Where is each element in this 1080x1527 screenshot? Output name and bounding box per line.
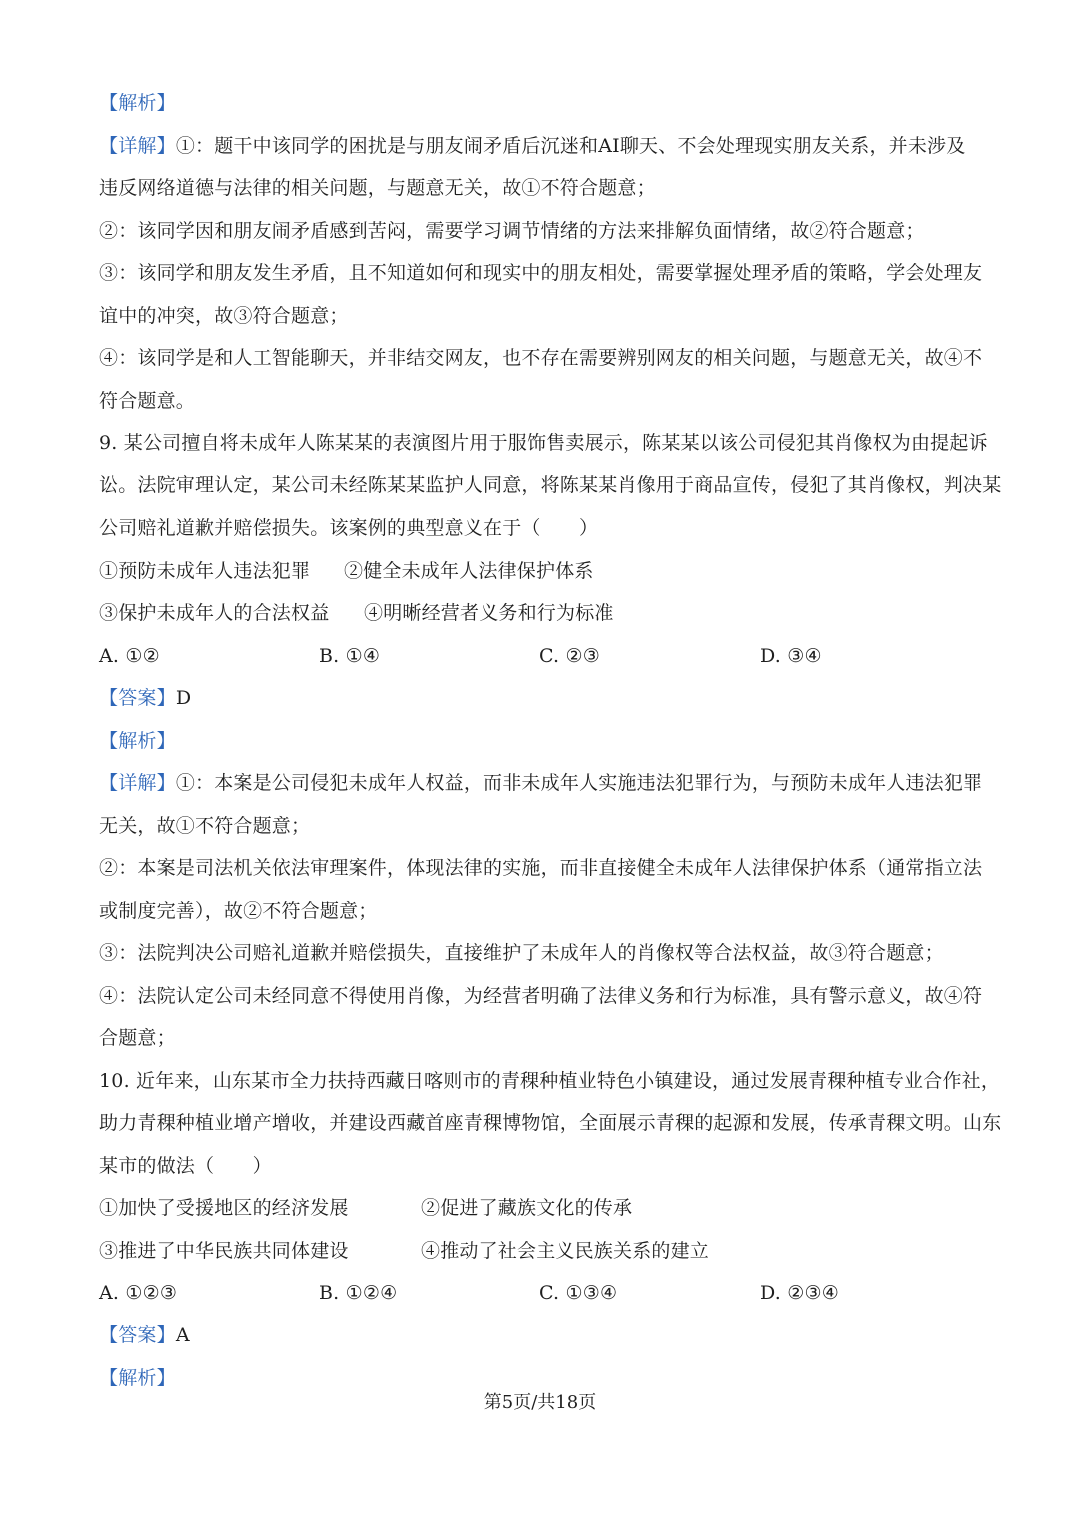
choice-c: C. ①③④: [539, 1282, 618, 1304]
detail-line: ④：法院认定公司未经同意不得使用肖像，为经营者明确了法律义务和行为标准，具有警示意义，故④符: [99, 985, 983, 1007]
answer-value: A: [175, 1324, 190, 1346]
statement-item: ①预防未成年人违法犯罪: [99, 560, 311, 582]
statement-item: ①加快了受援地区的经济发展: [99, 1197, 349, 1219]
choice-d: D. ②③④: [760, 1282, 839, 1304]
detail-line: ②：该同学因和朋友闹矛盾感到苦闷，需要学习调节情绪的方法来排解负面情绪，故②符合题意；: [99, 220, 925, 242]
detail-line: ②：本案是司法机关依法审理案件，体现法律的实施，而非直接健全未成年人法律保护体系（通常指立法: [99, 857, 983, 879]
question-9-line: 讼。法院审理认定，某公司未经陈某某监护人同意，将陈某某肖像用于商品宣传，侵犯了其肖像权，判决某: [99, 474, 1002, 496]
choice-b: B. ①②④: [319, 1282, 398, 1304]
detail-line: 或制度完善），故②不符合题意；: [99, 900, 378, 922]
analysis-heading: 【解析】: [99, 730, 176, 752]
answer-tag: 【答案】: [99, 1324, 176, 1346]
analysis-heading: 【解析】: [99, 1367, 176, 1389]
detail-tag: 【详解】: [99, 135, 176, 157]
detail-line: 合题意；: [99, 1027, 176, 1049]
question-9-line: 公司赔礼道歉并赔偿损失。该案例的典型意义在于（ ）: [99, 517, 599, 539]
statement-item: ④推动了社会主义民族关系的建立: [421, 1240, 710, 1262]
statement-item: ③保护未成年人的合法权益: [99, 602, 330, 624]
question-9-line: 9. 某公司擅自将未成年人陈某某的表演图片用于服饰售卖展示，陈某某以该公司侵犯其肖像权为由提起诉: [99, 432, 988, 454]
detail-line: ③：该同学和朋友发生矛盾，且不知道如何和现实中的朋友相处，需要掌握处理矛盾的策略，学会处理友: [99, 262, 983, 284]
detail-line: ③：法院判决公司赔礼道歉并赔偿损失，直接维护了未成年人的肖像权等合法权益，故③符合题意；: [99, 942, 944, 964]
answer-line: [99, 685, 989, 711]
detail-tag: 【详解】: [99, 772, 176, 794]
answer-tag: 【答案】: [99, 687, 176, 709]
question-10-line: 某市的做法（ ）: [99, 1155, 272, 1177]
question-10-line: 助力青稞种植业增产增收，并建设西藏首座青稞博物馆，全面展示青稞的起源和发展，传承青稞文明。山东: [99, 1112, 1002, 1134]
detail-line: 谊中的冲突，故③符合题意；: [99, 305, 349, 327]
statement-item: ③推进了中华民族共同体建设: [99, 1240, 349, 1262]
choice-d: D. ③④: [760, 645, 822, 667]
statement-item: ②健全未成年人法律保护体系: [344, 560, 594, 582]
detail-line: 【详解】①：题干中该同学的困扰是与朋友闹矛盾后沉迷和AI聊天、不会处理现实朋友关系，并未涉及: [99, 135, 966, 157]
detail-line: ④：该同学是和人工智能聊天，并非结交网友，也不存在需要辨别网友的相关问题，与题意无关，故④不: [99, 347, 983, 369]
page-number-footer: 第5页/共18页: [483, 1392, 597, 1413]
choice-c: C. ②③: [539, 645, 601, 667]
detail-line: 无关，故①不符合题意；: [99, 815, 311, 837]
statement-item: ④明晰经营者义务和行为标准: [364, 602, 614, 624]
detail-line: 【详解】①：本案是公司侵犯未成年人权益，而非未成年人实施违法犯罪行为，与预防未成年人违法犯罪: [99, 772, 983, 794]
choice-a: A. ①②③: [99, 1282, 178, 1304]
analysis-heading: 【解析】: [99, 92, 176, 114]
detail-line: 违反网络道德与法律的相关问题，与题意无关，故①不符合题意；: [99, 177, 656, 199]
choice-b: B. ①④: [319, 645, 381, 667]
detail-line: 符合题意。: [99, 390, 196, 412]
answer-value: D: [175, 687, 192, 709]
answer-line: [99, 1322, 989, 1348]
statement-item: ②促进了藏族文化的传承: [421, 1197, 633, 1219]
choice-a: A. ①②: [99, 645, 160, 667]
question-10-line: 10. 近年来，山东某市全力扶持西藏日喀则市的青稞种植业特色小镇建设，通过发展青稞种植专业合作社，: [99, 1070, 1001, 1092]
